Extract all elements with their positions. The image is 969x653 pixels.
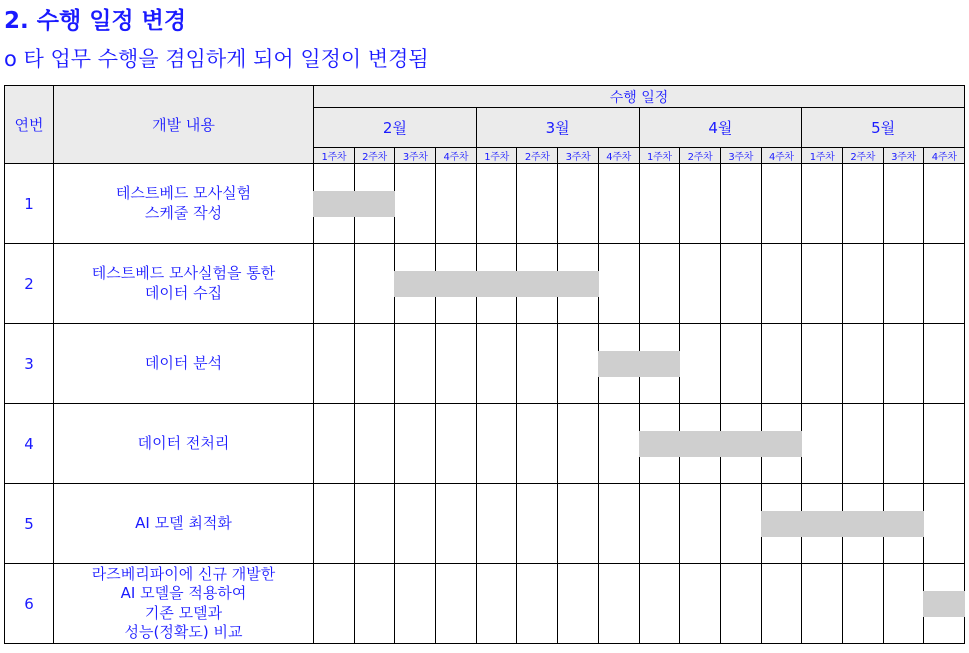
week-cell bbox=[761, 324, 802, 404]
week-cell bbox=[802, 164, 843, 244]
task-description bbox=[54, 164, 314, 244]
week-cell bbox=[395, 404, 436, 484]
week-header: 3주차 bbox=[558, 148, 599, 164]
task-description bbox=[54, 484, 314, 564]
week-cell bbox=[761, 404, 802, 484]
week-cell bbox=[883, 404, 924, 484]
section-subheading: o 타 업무 수행을 겸임하게 되어 일정이 변경됨 bbox=[4, 47, 429, 71]
week-cell bbox=[802, 324, 843, 404]
task-description-line: 데이터 분석 bbox=[144, 353, 223, 372]
week-cell bbox=[395, 244, 436, 324]
week-cell bbox=[802, 564, 843, 644]
week-header: 3주차 bbox=[720, 148, 761, 164]
week-cell bbox=[842, 244, 883, 324]
week-cell bbox=[395, 164, 436, 244]
week-cell bbox=[639, 244, 680, 324]
week-cell bbox=[476, 244, 517, 324]
task-description-line: 스케줄 작성 bbox=[144, 203, 223, 222]
week-cell bbox=[395, 324, 436, 404]
week-cell bbox=[924, 324, 965, 404]
week-cell bbox=[802, 244, 843, 324]
week-cell bbox=[720, 164, 761, 244]
table-row bbox=[5, 564, 965, 644]
week-cell bbox=[517, 164, 558, 244]
week-cell bbox=[436, 164, 477, 244]
schedule-bar bbox=[761, 511, 803, 537]
week-cell bbox=[639, 324, 680, 404]
week-cell bbox=[314, 564, 355, 644]
week-cell bbox=[680, 324, 721, 404]
week-cell bbox=[598, 564, 639, 644]
task-description-line: 테스트베드 모사실험 bbox=[115, 184, 252, 202]
week-cell bbox=[639, 484, 680, 564]
week-cell bbox=[436, 404, 477, 484]
week-cell bbox=[354, 404, 395, 484]
week-cell bbox=[639, 564, 680, 644]
table-row bbox=[5, 404, 965, 484]
row-number: 6 bbox=[5, 564, 54, 644]
week-cell bbox=[883, 564, 924, 644]
schedule-bar bbox=[313, 191, 355, 217]
task-description bbox=[54, 324, 314, 404]
month-header: 3월 bbox=[476, 108, 639, 148]
week-cell bbox=[314, 244, 355, 324]
task-description-line: AI 모델 최적화 bbox=[135, 513, 232, 532]
week-cell bbox=[354, 164, 395, 244]
week-cell bbox=[476, 404, 517, 484]
week-cell bbox=[842, 404, 883, 484]
week-cell bbox=[720, 404, 761, 484]
week-cell bbox=[924, 164, 965, 244]
week-header: 1주차 bbox=[314, 148, 355, 164]
week-cell bbox=[598, 164, 639, 244]
task-description-line: 데이터 전처리 bbox=[137, 433, 230, 452]
week-header: 1주차 bbox=[802, 148, 843, 164]
schedule-bar bbox=[598, 351, 640, 377]
week-cell bbox=[314, 404, 355, 484]
schedule-bar bbox=[354, 191, 396, 217]
schedule-bar bbox=[761, 431, 803, 457]
week-header: 1주차 bbox=[639, 148, 680, 164]
task-description bbox=[54, 404, 314, 484]
row-number: 3 bbox=[5, 324, 54, 404]
schedule-bar bbox=[639, 351, 681, 377]
week-cell bbox=[558, 484, 599, 564]
week-cell bbox=[802, 484, 843, 564]
schedule-bar bbox=[476, 271, 518, 297]
schedule-bar bbox=[720, 431, 762, 457]
week-cell bbox=[598, 324, 639, 404]
week-header: 3주차 bbox=[395, 148, 436, 164]
week-header: 4주차 bbox=[436, 148, 477, 164]
schedule-bar bbox=[801, 511, 843, 537]
month-header: 2월 bbox=[314, 108, 477, 148]
week-cell bbox=[842, 324, 883, 404]
schedule-bar bbox=[639, 431, 681, 457]
schedule-bar bbox=[883, 511, 925, 537]
row-number: 4 bbox=[5, 404, 54, 484]
month-header: 4월 bbox=[639, 108, 802, 148]
week-cell bbox=[680, 484, 721, 564]
schedule-bar bbox=[557, 271, 599, 297]
week-cell bbox=[680, 404, 721, 484]
week-cell bbox=[517, 324, 558, 404]
task-description-line: 테스트베드 모사실험을 통한 bbox=[91, 264, 276, 282]
week-header: 4주차 bbox=[761, 148, 802, 164]
week-cell bbox=[517, 404, 558, 484]
week-header: 4주차 bbox=[598, 148, 639, 164]
week-cell bbox=[639, 404, 680, 484]
table-row bbox=[5, 244, 965, 324]
week-cell bbox=[720, 324, 761, 404]
week-cell bbox=[395, 564, 436, 644]
week-cell bbox=[720, 244, 761, 324]
week-cell bbox=[476, 164, 517, 244]
week-cell bbox=[354, 324, 395, 404]
week-cell bbox=[924, 244, 965, 324]
week-cell bbox=[680, 164, 721, 244]
schedule-bar bbox=[435, 271, 477, 297]
week-header: 2주차 bbox=[680, 148, 721, 164]
schedule-bar bbox=[923, 591, 965, 617]
week-cell bbox=[314, 324, 355, 404]
week-cell bbox=[680, 244, 721, 324]
week-cell bbox=[354, 564, 395, 644]
task-description bbox=[54, 564, 314, 644]
week-cell bbox=[842, 564, 883, 644]
week-cell bbox=[680, 564, 721, 644]
week-cell bbox=[354, 484, 395, 564]
week-cell bbox=[476, 484, 517, 564]
week-cell bbox=[639, 164, 680, 244]
week-cell bbox=[436, 564, 477, 644]
week-cell bbox=[761, 244, 802, 324]
row-number: 2 bbox=[5, 244, 54, 324]
week-cell bbox=[436, 324, 477, 404]
col-header-schedule: 수행 일정 bbox=[314, 86, 965, 108]
week-cell bbox=[558, 164, 599, 244]
week-cell bbox=[354, 244, 395, 324]
task-description-line: 데이터 수집 bbox=[144, 283, 223, 302]
week-cell bbox=[883, 244, 924, 324]
week-header: 2주차 bbox=[842, 148, 883, 164]
week-cell bbox=[436, 244, 477, 324]
week-cell bbox=[883, 484, 924, 564]
week-cell bbox=[598, 484, 639, 564]
task-description-line: 기존 모델과 bbox=[144, 603, 223, 622]
week-header: 2주차 bbox=[517, 148, 558, 164]
week-cell bbox=[558, 564, 599, 644]
week-cell bbox=[558, 324, 599, 404]
week-cell bbox=[802, 404, 843, 484]
section-heading: 2. 수행 일정 변경 bbox=[4, 8, 187, 34]
week-cell bbox=[924, 564, 965, 644]
week-cell bbox=[883, 164, 924, 244]
table-row bbox=[5, 484, 965, 564]
schedule-bar bbox=[679, 431, 721, 457]
week-cell bbox=[558, 404, 599, 484]
week-cell bbox=[558, 244, 599, 324]
week-cell bbox=[395, 484, 436, 564]
week-cell bbox=[883, 324, 924, 404]
week-cell bbox=[761, 564, 802, 644]
table-row bbox=[5, 164, 965, 244]
week-cell bbox=[720, 484, 761, 564]
week-cell bbox=[761, 484, 802, 564]
week-header: 3주차 bbox=[883, 148, 924, 164]
week-cell bbox=[842, 484, 883, 564]
schedule-bar bbox=[842, 511, 884, 537]
col-header-no: 연번 bbox=[5, 86, 54, 164]
week-header: 1주차 bbox=[476, 148, 517, 164]
week-cell bbox=[598, 404, 639, 484]
week-cell bbox=[314, 164, 355, 244]
task-description bbox=[54, 244, 314, 324]
week-cell bbox=[476, 564, 517, 644]
month-header: 5월 bbox=[802, 108, 965, 148]
table-row bbox=[5, 324, 965, 404]
task-description-line: 라즈베리파이에 신규 개발한 bbox=[91, 564, 276, 583]
week-cell bbox=[314, 484, 355, 564]
task-description-line: AI 모델을 적용하여 bbox=[120, 584, 247, 602]
week-cell bbox=[924, 484, 965, 564]
week-cell bbox=[517, 564, 558, 644]
week-cell bbox=[517, 484, 558, 564]
schedule-bar bbox=[516, 271, 558, 297]
week-header: 4주차 bbox=[924, 148, 965, 164]
week-cell bbox=[924, 404, 965, 484]
week-cell bbox=[598, 244, 639, 324]
week-cell bbox=[436, 484, 477, 564]
week-cell bbox=[476, 324, 517, 404]
week-cell bbox=[720, 564, 761, 644]
schedule-bar bbox=[394, 271, 436, 297]
schedule-table bbox=[4, 85, 965, 644]
week-cell bbox=[842, 164, 883, 244]
task-description-line: 성능(정확도) 비교 bbox=[124, 623, 243, 641]
col-header-content: 개발 내용 bbox=[54, 86, 314, 164]
week-cell bbox=[517, 244, 558, 324]
week-header: 2주차 bbox=[354, 148, 395, 164]
week-cell bbox=[761, 164, 802, 244]
row-number: 1 bbox=[5, 164, 54, 244]
row-number: 5 bbox=[5, 484, 54, 564]
